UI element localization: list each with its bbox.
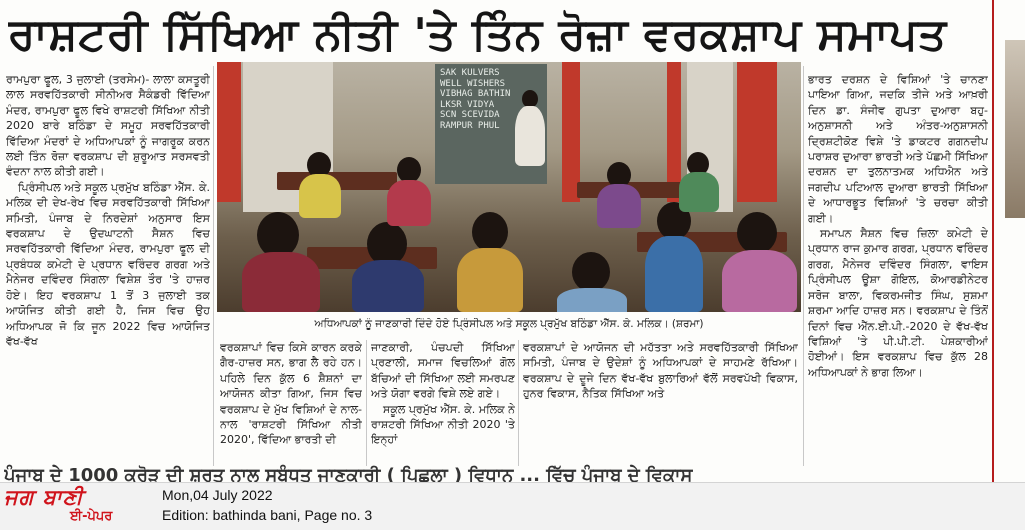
epaper-footer bbox=[0, 482, 1025, 530]
column-divider bbox=[518, 340, 519, 466]
article-paragraph: ਰਾਮਪੁਰਾ ਫੂਲ, 3 ਜੁਲਾਈ (ਤਰਸੇਮ)- ਲਾਲਾ ਕਸਤੂਰੀ ਲਾਲ ਸਰਵਹਿੱਤਕਾਰੀ ਸੀਨੀਅਰ ਸੈਕੰਡਰੀ ਵਿੱਦਿਆ ਮੰਦਰ, ਰਾਮਪੁਰਾ ਫੂਲ ਵਿਖੇ ਰਾਸ਼ਟਰੀ ਸਿੱਖਿਆ ਨੀਤੀ 2020 ਬਾਰੇ ਬਠਿੰਡਾ ਦੇ ਸਮੂਹ ਸਰਵਹਿੱਤਕਾਰੀ ਵਿੱਦਿਆ ਮੰਦਰਾਂ ਦੇ ਅਧਿਆਪਕਾਂ ਨੂੰ ਜਾਗਰੂਕ ਕਰਨ ਲਈ ਤਿੰਨ ਰੋਜ਼ਾ ਵਰਕਸ਼ਾਪ ਦੀ ਸ਼ੁਰੂਆਤ ਸਰਸਵਤੀ ਵੰਦਨਾ ਨਾਲ ਕੀਤੀ ਗਈ। bbox=[6, 73, 210, 179]
photo-curtain bbox=[737, 62, 777, 202]
photo-person bbox=[572, 252, 610, 292]
article-paragraph: ਜਾਣਕਾਰੀ, ਪੰਚਪਦੀ ਸਿੱਖਿਆ ਪ੍ਰਣਾਲੀ, ਸਮਾਜ ਵਿਚਲਿਆਂ ਗੋਲ ਬੱਚਿਆਂ ਦੀ ਸਿੱਖਿਆ ਲਈ ਸਮਰਪਣ ਅਤੇ ਯੋਗਾ ਵਰਗੇ ਵਿਸ਼ੇ ਲਏ ਗਏ। bbox=[371, 341, 515, 401]
photo-curtain bbox=[562, 62, 580, 202]
publication-date: Mon,04 July 2022 bbox=[162, 487, 273, 503]
headline: ਰਾਸ਼ਟਰੀ ਸਿੱਖਿਆ ਨੀਤੀ 'ਤੇ ਤਿੰਨ ਰੋਜ਼ਾ ਵਰਕਸ਼ਾਪ ਸਮਾਪਤ bbox=[8, 9, 947, 60]
next-article-headline: ਪੰਜਾਬ ਦੇ 1000 ਕਰੋੜ ਦੀ ਸ਼ਰਤ ਨਾਲ ਸਬੰਧਤ ਜਾਣਕਾਰੀ ( ਪਿਛਲਾ ) ਵਿਧਾਨ ... ਵਿੱਚ ਪੰਜਾਬ ਦੇ ਵਿਕਾਸ bbox=[4, 465, 693, 482]
article-paragraph: ਵਰਕਸ਼ਾਪਾਂ ਵਿਚ ਕਿਸੇ ਕਾਰਨ ਕਰਕੇ ਗੈਰ-ਹਾਜ਼ਰ ਸਨ, ਭਾਗ ਲੈ ਰਹੇ ਹਨ। ਪਹਿਲੇ ਦਿਨ ਕੁੱਲ 6 ਸ਼ੈਸ਼ਨਾਂ ਦਾ ਆਯੋਜਨ ਕੀਤਾ ਗਿਆ, ਜਿਸ ਵਿਚ ਵਰਕਸ਼ਾਪ ਦੇ ਮੁੱਖ ਵਿਸ਼ਿਆਂ ਦੇ ਨਾਲ-ਨਾਲ 'ਰਾਸ਼ਟਰੀ ਸਿੱਖਿਆ ਨੀਤੀ 2020', ਵਿੱਦਿਆ ਭਾਰਤੀ ਦੀ bbox=[220, 341, 362, 447]
news-photo bbox=[217, 62, 801, 312]
photo-caption: ਅਧਿਆਪਕਾਂ ਨੂੰ ਜਾਣਕਾਰੀ ਦਿੰਦੇ ਹੋਏ ਪ੍ਰਿੰਸੀਪਲ ਅਤੇ ਸਕੂਲ ਪ੍ਰਮੁੱਖ ਬਠਿੰਡਾ ਐੱਸ. ਕੇ. ਮਲਿਕ। (ਸ਼ਰਮਾ) bbox=[314, 318, 704, 330]
article-paragraph: ਪ੍ਰਿੰਸੀਪਲ ਅਤੇ ਸਕੂਲ ਪ੍ਰਮੁੱਖ ਬਠਿੰਡਾ ਐੱਸ. ਕੇ. ਮਲਿਕ ਦੀ ਦੇਖ-ਰੇਖ ਵਿਚ ਸਰਵਹਿੱਤਕਾਰੀ ਸਿੱਖਿਆ ਸਮਿਤੀ, ਪੰਜਾਬ ਦੇ ਨਿਰਦੇਸ਼ਾਂ ਅਨੁਸਾਰ ਇਸ ਵਰਕਸ਼ਾਪ ਦੇ ਉਦਘਾਟਨੀ ਸੈਸ਼ਨ ਵਿਚ ਸਰਵਹਿੱਤਕਾਰੀ ਵਿੱਦਿਆ ਮੰਦਰ, ਰਾਮਪੁਰਾ ਫੂਲ ਦੀ ਪ੍ਰਬੰਧਕ ਕਮੇਟੀ ਦੇ ਪ੍ਰਧਾਨ ਵਰਿੰਦਰ ਗਰਗ ਅਤੇ ਮੈਨੇਜਰ ਦਵਿੰਦਰ ਸਿੰਗਲਾ ਵਿਸ਼ੇਸ਼ ਤੌਰ 'ਤੇ ਹਾਜ਼ਰ ਹੋਏ। ਇਹ ਵਰਕਸ਼ਾਪ 1 ਤੋਂ 3 ਜੁਲਾਈ ਤਕ ਆਯੋਜਿਤ ਕੀਤੀ ਗਈ ਹੈ, ਜਿਸ ਵਿਚ ਉਹ ਅਧਿਆਪਕ ਜੋ ਕਿ ਜੂਨ 2022 ਵਿਚ ਆਯੋਜਿਤ ਵੱਖ-ਵੱਖ bbox=[6, 180, 210, 348]
photo-person bbox=[457, 248, 523, 312]
edition-info: Edition: bathinda bani, Page no. 3 bbox=[162, 507, 373, 523]
adjacent-article-photo bbox=[1005, 40, 1025, 218]
photo-person bbox=[515, 106, 545, 166]
article-paragraph: ਭਾਰਤ ਦਰਸ਼ਨ ਦੇ ਵਿਸ਼ਿਆਂ 'ਤੇ ਚਾਨਣਾ ਪਾਇਆ ਗਿਆ, ਜਦਕਿ ਤੀਜੇ ਅਤੇ ਆਖ਼ਰੀ ਦਿਨ ਡਾ. ਸੰਜੀਵ ਗੁਪਤਾ ਦੁਆਰਾ ਬਹੁ-ਅਨੁਸ਼ਾਸਨੀ ਅਤੇ ਅੰਤਰ-ਅਨੁਸ਼ਾਸਨੀ ਦ੍ਰਿਸ਼ਟੀਕੋਣ ਵਿਸ਼ੇ 'ਤੇ ਡਾਕਟਰ ਗਗਨਦੀਪ ਪਰਾਸ਼ਰ ਦੁਆਰਾ ਭਾਰਤੀ ਅਤੇ ਪੱਛਮੀ ਸਿੱਖਿਆ ਦਰਸ਼ਨ ਦਾ ਤੁਲਨਾਤਮਕ ਅਧਿਐਨ ਅਤੇ ਜਗਦੀਪ ਪਟਿਆਲ ਦੁਆਰਾ ਭਾਰਤੀ ਸਿੱਖਿਆ ਦੇ ਆਧਾਰਭੂਤ ਵਿਸ਼ਿਆਂ 'ਤੇ ਚਰਚਾ ਕੀਤੀ ਗਈ। bbox=[808, 73, 988, 225]
photo-person bbox=[242, 252, 320, 312]
photo-person bbox=[645, 236, 703, 312]
photo-person bbox=[387, 180, 431, 226]
jagbani-logo[interactable]: ਜਗ ਬਾਣੀ bbox=[4, 485, 84, 509]
photo-curtain bbox=[667, 62, 681, 202]
article-paragraph: ਸਮਾਪਨ ਸੈਸ਼ਨ ਵਿਚ ਜ਼ਿਲਾ ਕਮੇਟੀ ਦੇ ਪ੍ਰਧਾਨ ਰਾਜ ਕੁਮਾਰ ਗਰਗ, ਪ੍ਰਧਾਨ ਵਰਿੰਦਰ ਗਰਗ, ਮੈਨੇਜਰ ਦਵਿੰਦਰ ਸਿੰਗਲਾ, ਵਾਇਸ ਪ੍ਰਿੰਸੀਪਲ ਊਸ਼ਾ ਗੋਇਲ, ਕੋਆਰਡੀਨੇਟਰ ਸਰੋਜ ਬਾਲਾ, ਵਿਕਰਮਜੀਤ ਸਿੰਘ, ਸੁਸ਼ਮਾ ਸ਼ਰਮਾ ਆਦਿ ਹਾਜ਼ਰ ਸਨ। ਵਰਕਸ਼ਾਪ ਦੇ ਤਿੰਨੋਂ ਦਿਨਾਂ ਵਿਚ ਐੱਨ.ਈ.ਪੀ.-2020 ਦੇ ਵੱਖ-ਵੱਖ ਵਿਸ਼ਿਆਂ 'ਤੇ ਪੀ.ਪੀ.ਟੀ. ਪੇਸ਼ਕਾਰੀਆਂ ਹੋਈਆਂ। ਇਸ ਵਰਕਸ਼ਾਪ ਵਿਚ ਕੁੱਲ 28 ਅਧਿਆਪਕਾਂ ਨੇ ਭਾਗ ਲਿਆ। bbox=[808, 227, 988, 379]
photo-curtain bbox=[217, 62, 241, 202]
photo-person bbox=[722, 250, 797, 312]
article-column-1 bbox=[6, 72, 210, 474]
column-divider bbox=[366, 340, 367, 466]
epaper-label: ਈ-ਪੇਪਰ bbox=[70, 509, 113, 524]
photo-person bbox=[472, 212, 508, 252]
article-paragraph: ਸਕੂਲ ਪ੍ਰਮੁੱਖ ਐੱਸ. ਕੇ. ਮਲਿਕ ਨੇ ਰਾਸ਼ਟਰੀ ਸਿੱਖਿਆ ਨੀਤੀ 2020 'ਤੇ ਇਨ੍ਹਾਂ bbox=[371, 402, 515, 447]
article-column-4 bbox=[523, 340, 798, 470]
photo-person bbox=[352, 260, 424, 312]
column-divider bbox=[213, 66, 214, 466]
article-column-5 bbox=[808, 72, 988, 466]
photo-person bbox=[597, 184, 641, 228]
article-column-3 bbox=[371, 340, 515, 470]
column-divider bbox=[803, 66, 804, 466]
article-column-2 bbox=[220, 340, 362, 470]
clipping-border bbox=[992, 0, 994, 482]
photo-person bbox=[299, 174, 341, 218]
photo-person bbox=[679, 172, 719, 212]
photo-board: SAK KULVERS WELL WISHERS VIBHAG BATHIN LKSR VIDYA SCN SCEVIDA RAMPUR PHUL bbox=[435, 64, 547, 184]
photo-person bbox=[737, 212, 777, 254]
article-paragraph: ਵਰਕਸ਼ਾਪਾਂ ਦੇ ਆਯੋਜਨ ਦੀ ਮਹੱਤਤਾ ਅਤੇ ਸਰਵਹਿੱਤਕਾਰੀ ਸਿੱਖਿਆ ਸਮਿਤੀ, ਪੰਜਾਬ ਦੇ ਉਦੇਸ਼ਾਂ ਨੂੰ ਅਧਿਆਪਕਾਂ ਦੇ ਸਾਹਮਣੇ ਰੱਖਿਆ। ਵਰਕਸ਼ਾਪ ਦੇ ਦੂਜੇ ਦਿਨ ਵੱਖ-ਵੱਖ ਬੁਲਾਰਿਆਂ ਵੱਲੋਂ ਸਰਵਪੱਖੀ ਵਿਕਾਸ, ਹੁਨਰ ਵਿਕਾਸ, ਨੈਤਿਕ ਸਿੱਖਿਆ ਅਤੇ bbox=[523, 341, 798, 401]
photo-person bbox=[557, 288, 627, 312]
